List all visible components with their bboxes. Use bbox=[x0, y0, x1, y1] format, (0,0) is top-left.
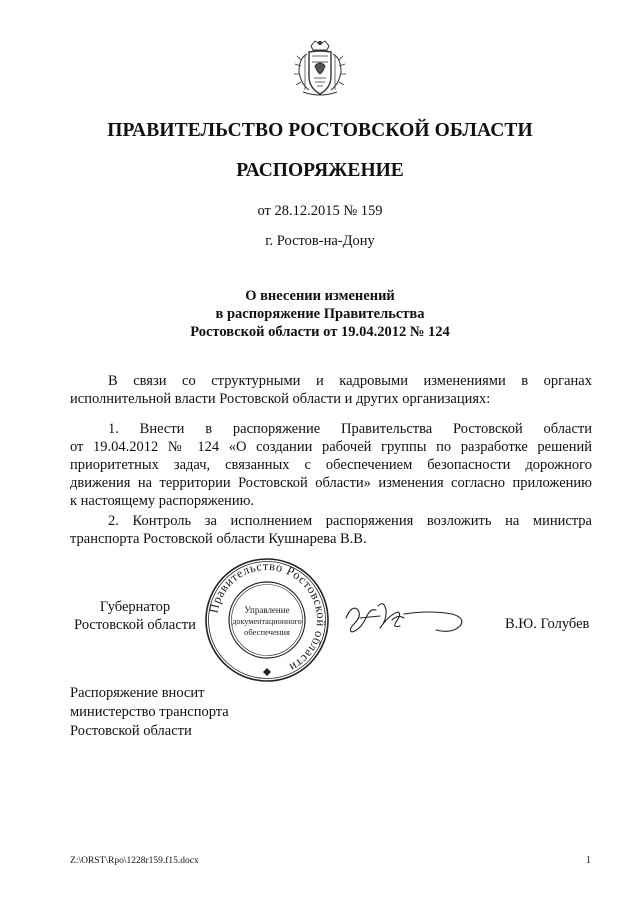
paragraph-line: В связи со структурными и кадровыми изменениями в органах bbox=[108, 373, 592, 389]
position-line: Ростовской области bbox=[74, 617, 196, 633]
item-2-paragraph bbox=[70, 512, 592, 548]
subject-line: Ростовской области от 19.04.2012 № 124 bbox=[190, 324, 450, 340]
seal-center-line: Управление bbox=[244, 605, 290, 615]
paragraph-line: от 19.04.2012 № 124 «О создании рабочей группы по разработке решений bbox=[70, 439, 592, 455]
note-line: министерство транспорта bbox=[70, 704, 229, 720]
paragraph-line: транспорта Ростовской области Кушнарева В.В. bbox=[70, 531, 367, 547]
government-title: ПРАВИТЕЛЬСТВО РОСТОВСКОЙ ОБЛАСТИ bbox=[107, 120, 533, 141]
page-number: 1 bbox=[586, 855, 591, 866]
document-city: г. Ростов-на-Дону bbox=[265, 233, 375, 249]
subject-line: в распоряжение Правительства bbox=[215, 306, 425, 322]
intro-paragraph bbox=[70, 372, 592, 408]
subject-line: О внесении изменений bbox=[245, 288, 395, 304]
seal-ring-text: Правительство Ростовской области bbox=[206, 558, 329, 675]
paragraph-line: 2. Контроль за исполнением распоряжения возложить на министра bbox=[108, 513, 592, 529]
document-date-number: от 28.12.2015 № 159 bbox=[257, 203, 383, 219]
signatory-position bbox=[60, 598, 210, 634]
coat-of-arms-icon bbox=[289, 38, 351, 100]
note-line: Распоряжение вносит bbox=[70, 685, 205, 701]
note-line: Ростовской области bbox=[70, 723, 192, 739]
seal-center-line: документационного bbox=[232, 617, 302, 626]
submitted-by-note bbox=[70, 684, 229, 741]
document-type: РАСПОРЯЖЕНИЕ bbox=[236, 160, 404, 181]
document-subject bbox=[0, 287, 640, 341]
paragraph-line: 1. Внести в распоряжение Правительства Ростовской области bbox=[108, 421, 592, 437]
paragraph-line: к настоящему распоряжению. bbox=[70, 493, 255, 509]
handwritten-signature-icon bbox=[340, 596, 470, 640]
file-path: Z:\ORST\Rpo\1228r159.f15.docx bbox=[70, 856, 199, 866]
paragraph-line: приоритетных задач, связанных с обеспечением безопасности дорожного bbox=[70, 457, 592, 473]
signatory-name: В.Ю. Голубев bbox=[505, 616, 590, 632]
seal-center-line: обеспечения bbox=[244, 627, 290, 637]
position-line: Губернатор bbox=[99, 599, 171, 615]
official-seal-icon bbox=[203, 556, 331, 684]
paragraph-line: движения на территории Ростовской области» изменения согласно приложению bbox=[70, 475, 592, 491]
paragraph-line: исполнительной власти Ростовской области и других организациях: bbox=[70, 391, 491, 407]
item-1-paragraph bbox=[70, 420, 592, 510]
